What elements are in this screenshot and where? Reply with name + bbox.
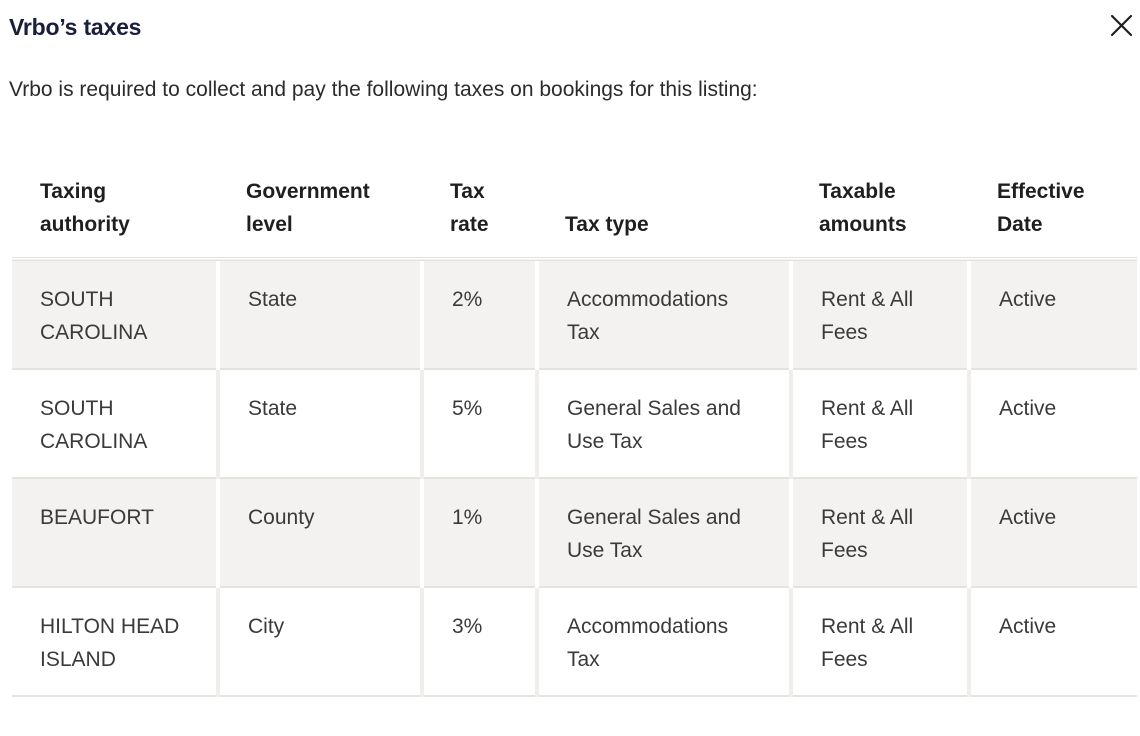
cell-effective-date: Active [969, 369, 1137, 478]
header-taxing-authority: Taxing authority [12, 167, 218, 259]
cell-effective-date: Active [969, 478, 1137, 587]
cell-tax-type: Accommodations Tax [537, 587, 791, 696]
table-row [12, 478, 1137, 587]
cell-tax-rate: 1% [422, 478, 537, 587]
cell-government-level: City [218, 587, 422, 696]
header-effective-date: Effective Date [969, 167, 1137, 259]
cell-taxable-amounts: Rent & All Fees [791, 369, 969, 478]
cell-government-level: State [218, 259, 422, 369]
cell-tax-rate: 3% [422, 587, 537, 696]
cell-tax-type: General Sales and Use Tax [537, 369, 791, 478]
intro-text: Vrbo is required to collect and pay the following taxes on bookings for this listing: [9, 78, 758, 101]
cell-government-level: State [218, 369, 422, 478]
cell-taxable-amounts: Rent & All Fees [791, 478, 969, 587]
cell-government-level: County [218, 478, 422, 587]
header-tax-type: Tax type [537, 167, 791, 259]
header-government-level: Government level [218, 167, 422, 259]
cell-effective-date: Active [969, 259, 1137, 369]
cell-tax-type: Accommodations Tax [537, 259, 791, 369]
table-row [12, 369, 1137, 478]
header-taxable-amounts: Taxable amounts [791, 167, 969, 259]
cell-effective-date: Active [969, 587, 1137, 696]
table-row [12, 259, 1137, 369]
table-header-row [12, 167, 1137, 259]
close-icon [1106, 11, 1136, 41]
cell-taxable-amounts: Rent & All Fees [791, 259, 969, 369]
cell-taxing-authority: HILTON HEAD ISLAND [40, 615, 180, 671]
dialog-title: Vrbo’s taxes [9, 14, 142, 40]
cell-tax-type: General Sales and Use Tax [537, 478, 791, 587]
cell-taxable-amounts: Rent & All Fees [791, 587, 969, 696]
cell-tax-rate: 2% [422, 259, 537, 369]
table-row [12, 587, 1137, 696]
cell-tax-rate: 5% [422, 369, 537, 478]
cell-taxing-authority: BEAUFORT [12, 478, 218, 587]
close-button[interactable] [1106, 11, 1136, 41]
cell-taxing-authority: SOUTH CAROLINA [12, 259, 218, 369]
header-tax-rate: Tax rate [422, 167, 537, 259]
tax-table [12, 167, 1137, 697]
cell-taxing-authority: SOUTH CAROLINA [40, 397, 148, 453]
